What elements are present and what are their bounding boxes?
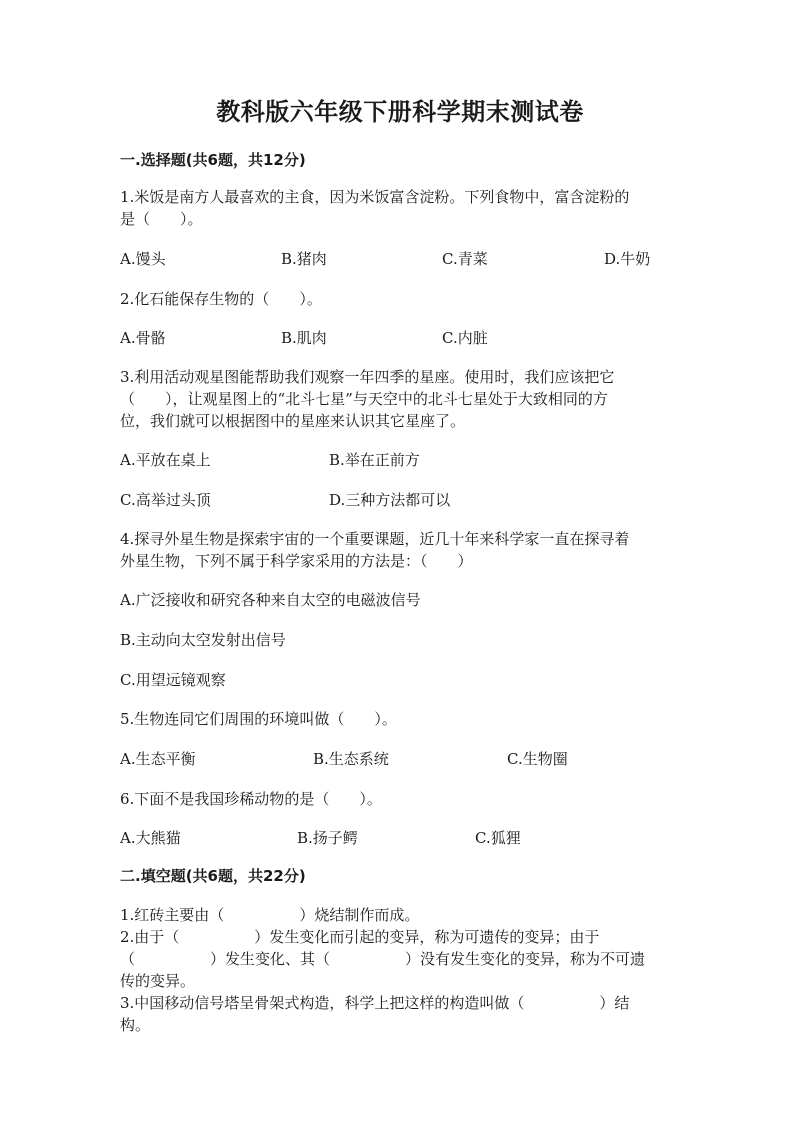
- question-1-line-2: 是（ ）。: [120, 210, 203, 228]
- option-a[interactable]: A.大熊猫: [120, 829, 181, 847]
- question-5-text: 5.生物连同它们周围的环境叫做（ ）。: [120, 710, 397, 728]
- fill-line-5: 3.中国移动信号塔呈骨架式构造，科学上把这样的构造叫做（ ）结: [120, 994, 630, 1012]
- fill-line-2: 2.由于（ ）发生变化而引起的变异，称为可遗传的变异；由于: [120, 928, 600, 946]
- option-d[interactable]: D.牛奶: [604, 250, 651, 268]
- question-6-text: 6.下面不是我国珍稀动物的是（ ）。: [120, 790, 382, 808]
- option-a[interactable]: A.平放在桌上: [120, 451, 211, 469]
- fill-line-3: （ ）发生变化、其（ ）没有发生变化的变异，称为不可遗: [120, 950, 646, 968]
- fill-line-6: 构。: [120, 1016, 151, 1034]
- option-c[interactable]: C.内脏: [442, 329, 488, 347]
- section-heading-choice: 一.选择题(共6题，共12分): [120, 151, 306, 169]
- question-3-line-3: 位，我们就可以根据图中的星座来认识其它星座了。: [120, 412, 466, 430]
- option-b[interactable]: B.举在正前方: [329, 451, 420, 469]
- option-b[interactable]: B.肌肉: [281, 329, 327, 347]
- question-4-line-1: 4.探寻外星生物是探索宇宙的一个重要课题，近几十年来科学家一直在探寻着: [120, 530, 630, 548]
- option-a[interactable]: A.生态平衡: [120, 750, 196, 768]
- option-d[interactable]: D.三种方法都可以: [329, 491, 451, 509]
- page-title: 教科版六年级下册科学期末测试卷: [216, 98, 584, 126]
- question-2-text: 2.化石能保存生物的（ ）。: [120, 290, 322, 308]
- question-4-option-b[interactable]: B.主动向太空发射出信号: [120, 631, 286, 649]
- section-heading-fill-in: 二.填空题(共6题，共22分): [120, 867, 306, 885]
- option-c[interactable]: C.生物圈: [507, 750, 568, 768]
- option-c[interactable]: C.高举过头顶: [120, 491, 211, 509]
- fill-line-4: 传的变异。: [120, 972, 196, 990]
- question-3-line-1: 3.利用活动观星图能帮助我们观察一年四季的星座。使用时，我们应该把它: [120, 368, 615, 386]
- option-c[interactable]: C.青菜: [442, 250, 488, 268]
- question-4-option-c[interactable]: C.用望远镜观察: [120, 671, 226, 689]
- option-b[interactable]: B.生态系统: [313, 750, 389, 768]
- option-a[interactable]: A.骨骼: [120, 329, 166, 347]
- fill-line-1: 1.红砖主要由（ ）烧结制作而成。: [120, 906, 420, 924]
- question-1-line-1: 1.米饭是南方人最喜欢的主食，因为米饭富含淀粉。下列食物中，富含淀粉的: [120, 188, 630, 206]
- option-a[interactable]: A.馒头: [120, 250, 166, 268]
- question-3-line-2: （ ），让观星图上的“北斗七星”与天空中的北斗七星处于大致相同的方: [120, 390, 608, 408]
- question-4-option-a[interactable]: A.广泛接收和研究各种来自太空的电磁波信号: [120, 591, 421, 609]
- question-4-line-2: 外星生物，下列不属于科学家采用的方法是：（ ）: [120, 552, 473, 570]
- option-b[interactable]: B.扬子鳄: [297, 829, 358, 847]
- option-c[interactable]: C.狐狸: [475, 829, 521, 847]
- option-b[interactable]: B.猪肉: [281, 250, 327, 268]
